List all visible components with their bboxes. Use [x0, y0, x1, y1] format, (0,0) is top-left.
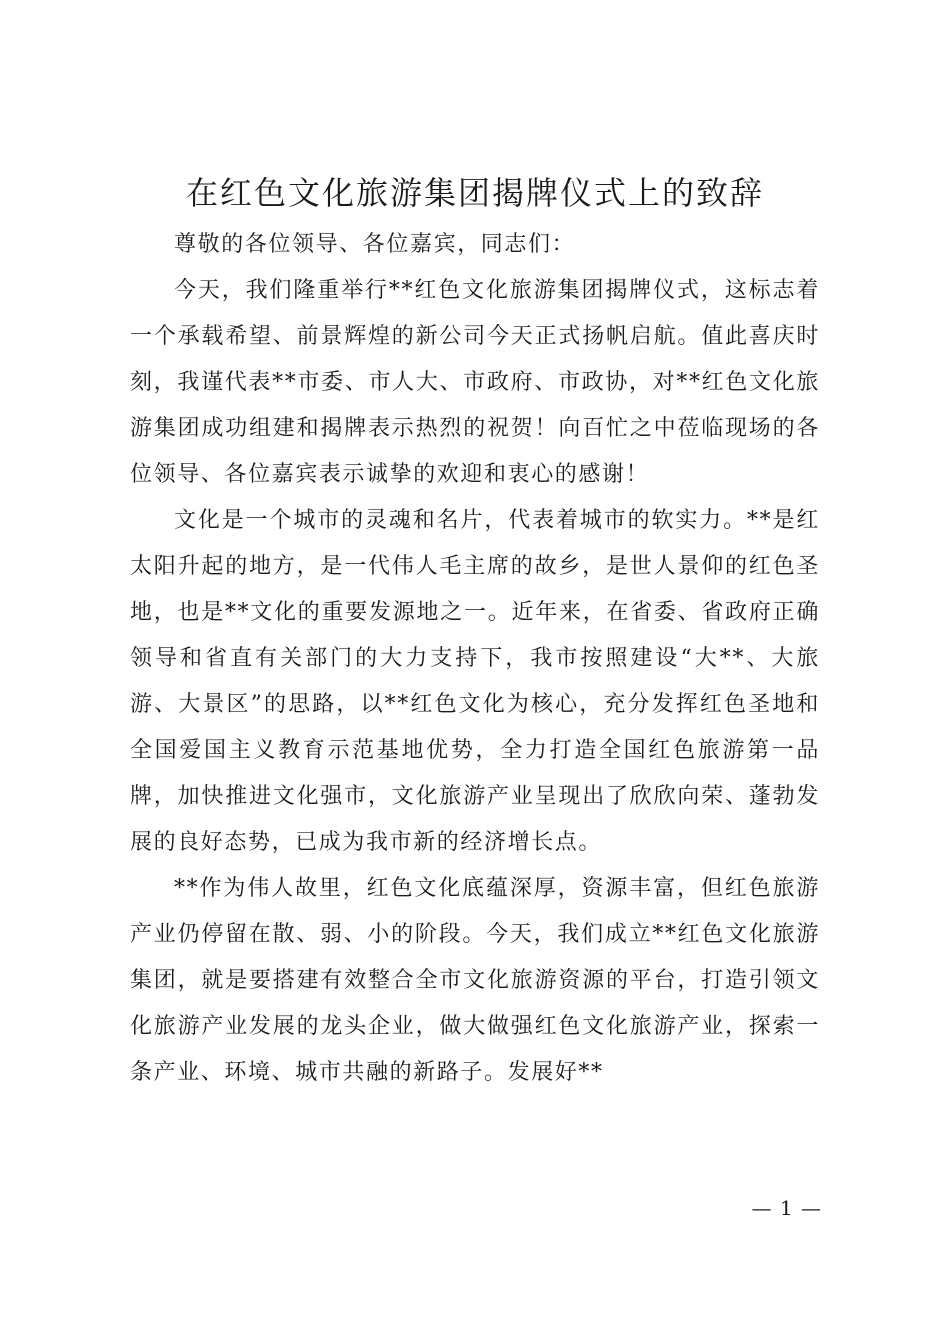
document-body	[130, 222, 820, 1096]
document-title: 在红色文化旅游集团揭牌仪式上的致辞	[185, 174, 764, 212]
paragraph-2: 文化是一个城市的灵魂和名片，代表着城市的软实力。**是红太阳升起的地方，是一代伟人毛主席的故乡，是世人景仰的红色圣地，也是**文化的重要发源地之一。近年来，在省委、省政府正确领导和省直有关部门的大力支持下，我市按照建设“大**、大旅游、大景区”的思路，以**红色文化为核心，充分发挥红色圣地和全国爱国主义教育示范基地优势，全力打造全国红色旅游第一品牌，加快推进文化强市，文化旅游产业呈现出了欣欣向荣、蓬勃发展的良好态势，已成为我市新的经济增长点。	[130, 508, 820, 855]
paragraph-3: **作为伟人故里，红色文化底蕴深厚，资源丰富，但红色旅游产业仍停留在散、弱、小的阶段。今天，我们成立**红色文化旅游集团，就是要搭建有效整合全市文化旅游资源的平台，打造引领文化旅游产业发展的龙头企业，做大做强红色文化旅游产业，探索一条产业、环境、城市共融的新路子。发展好**	[130, 876, 820, 1085]
salutation: 尊敬的各位领导、各位嘉宾，同志们：	[174, 232, 576, 257]
paragraph-1: 今天，我们隆重举行**红色文化旅游集团揭牌仪式，这标志着一个承载希望、前景辉煌的新公司今天正式扬帆启航。值此喜庆时刻，我谨代表**市委、市人大、市政府、市政协，对**红色文化旅游集团成功组建和揭牌表示热烈的祝贺！向百忙之中莅临现场的各位领导、各位嘉宾表示诚挚的欢迎和衷心的感谢！	[130, 278, 820, 487]
page-number: — 1 —	[751, 1196, 822, 1220]
